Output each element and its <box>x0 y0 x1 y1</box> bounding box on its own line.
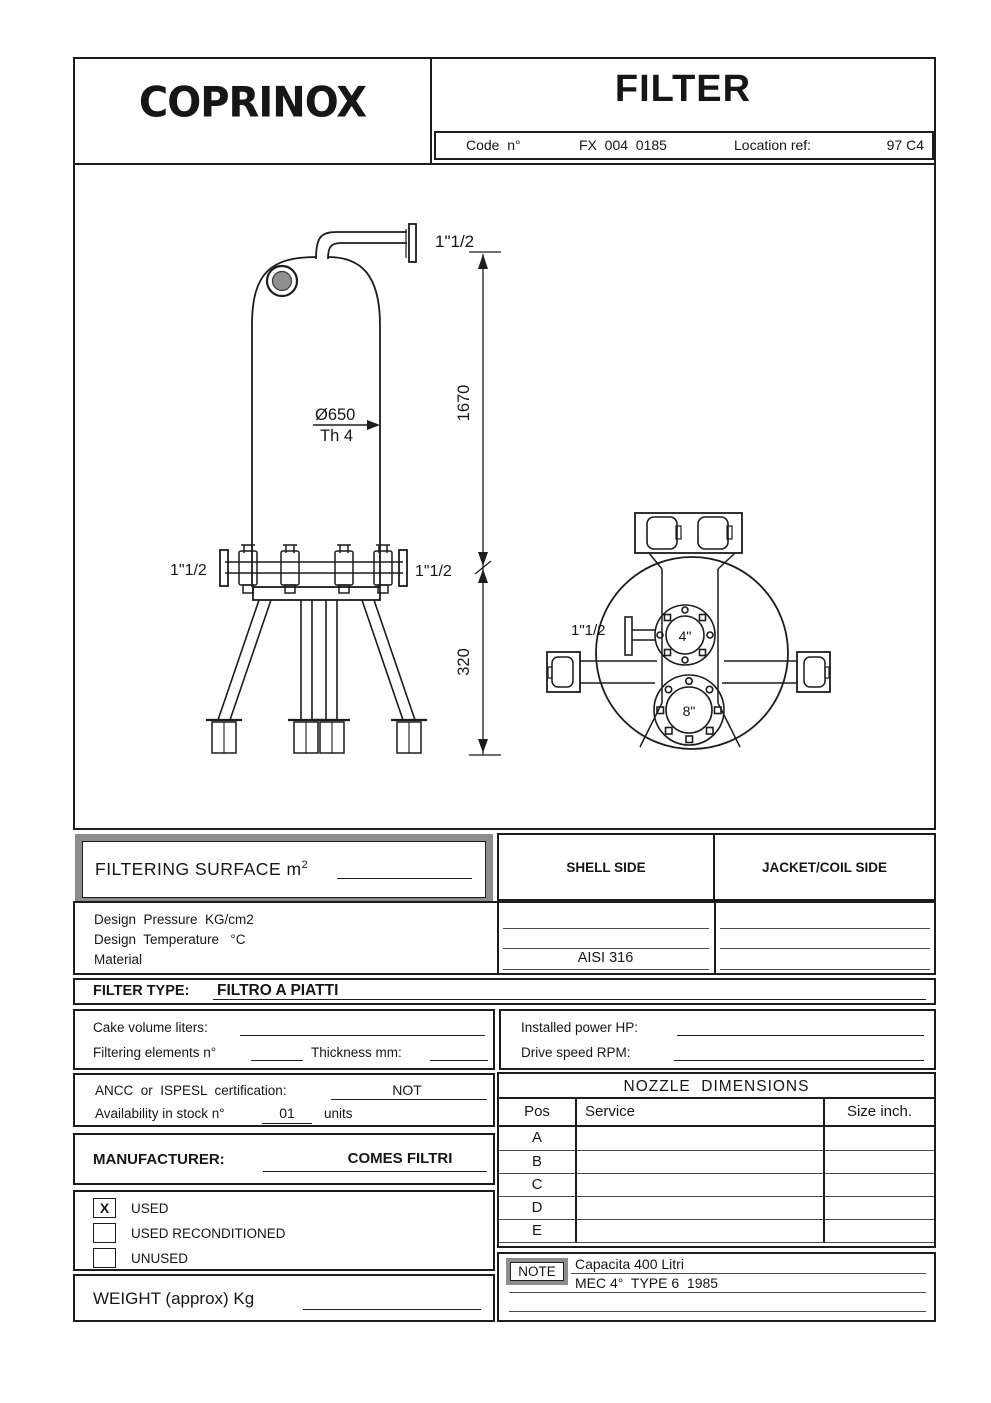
certification-line <box>331 1099 487 1100</box>
filtering-elements-label: Filtering elements n° <box>93 1045 217 1060</box>
location-ref-label: Location ref: <box>734 137 812 153</box>
used-label: USED <box>131 1201 169 1216</box>
nozzle-table-title: NOZZLE DIMENSIONS <box>499 1074 934 1099</box>
shell-row-line <box>503 969 709 970</box>
jacket-coil-side-header: JACKET/COIL SIDE <box>761 859 888 875</box>
legs-dimension-label: 320 <box>455 648 473 676</box>
top-nozzle-size-label: 1"1/2 <box>435 232 475 251</box>
jacket-row-line <box>720 928 930 929</box>
design-conditions-box <box>73 901 936 975</box>
note-line2-rule <box>509 1292 926 1293</box>
installed-power-box <box>499 1009 936 1070</box>
filter-type-line <box>213 999 926 1000</box>
certification-box <box>73 1073 495 1127</box>
feet <box>206 720 427 753</box>
used-reconditioned-checkbox[interactable] <box>93 1223 116 1243</box>
jacket-column-divider <box>714 903 716 973</box>
right-nozzle-size-label: 1"1/2 <box>415 563 452 580</box>
code-bar <box>434 131 934 160</box>
brand-logo: COPRINOX <box>138 78 367 128</box>
manufacturer-label: MANUFACTURER: <box>93 1151 225 1168</box>
nozzle-pos-cell: E <box>499 1220 577 1243</box>
height-dimension-label: 1670 <box>455 384 473 422</box>
nozzle-size-cell <box>825 1127 934 1151</box>
nozzle-row-a <box>499 1127 934 1151</box>
thickness-blank-line <box>430 1060 488 1061</box>
cake-volume-label: Cake volume liters: <box>93 1020 208 1035</box>
code-label: Code n° <box>466 137 521 153</box>
installed-power-label: Installed power HP: <box>521 1020 639 1035</box>
stock-value: 01 <box>262 1105 312 1124</box>
filtering-surface-label: FILTERING SURFACE $m^2$ <box>95 859 309 879</box>
left-nozzle-size-label: 1"1/2 <box>170 562 207 579</box>
topview-nozzle-size-label: 1"1/2 <box>571 622 606 639</box>
note-line3-rule <box>509 1311 926 1312</box>
cake-volume-box <box>73 1009 495 1070</box>
nozzle-row-d <box>499 1197 934 1220</box>
nozzle-pos-cell: A <box>499 1127 577 1151</box>
material-label: Material <box>94 952 143 967</box>
nozzle-pos-cell: B <box>499 1151 577 1174</box>
side-headers-box <box>497 833 936 901</box>
certification-value: NOT <box>392 1082 422 1098</box>
nozzle-service-cell <box>577 1174 825 1197</box>
manufacturer-line <box>263 1171 487 1172</box>
code-value: FX 004 0185 <box>579 137 667 153</box>
manufacturer-value: COMES FILTRI <box>347 1150 453 1167</box>
design-temperature-label: Design Temperature °C <box>94 932 246 947</box>
stock-label: Availability in stock n° <box>95 1106 225 1121</box>
jacket-row-line <box>720 969 930 970</box>
filter-type-label: FILTER TYPE: <box>93 983 190 999</box>
diameter-label: Ø650 <box>315 406 356 424</box>
shell-row-line <box>503 948 709 949</box>
note-line1-text: Capacita 400 Litri <box>575 1256 684 1272</box>
page-title: FILTER <box>614 68 752 110</box>
nozzle-size-cell <box>825 1220 934 1243</box>
nozzle-size-cell <box>825 1151 934 1174</box>
note-line2-text: MEC 4° TYPE 6 1985 <box>575 1275 719 1291</box>
nozzle-service-cell <box>577 1127 825 1151</box>
weight-blank-line <box>303 1309 481 1310</box>
filter-type-box <box>73 978 936 1005</box>
material-shell-value: AISI 316 <box>577 950 634 966</box>
filter-type-value: FILTRO A PIATTI <box>217 982 339 999</box>
stock-units-label: units <box>324 1106 353 1121</box>
nozzle-pos-cell: D <box>499 1197 577 1220</box>
nozzle-row-b <box>499 1151 934 1174</box>
shell-side-header: SHELL SIDE <box>499 835 715 899</box>
weight-label: WEIGHT (approx) Kg <box>93 1289 255 1308</box>
flange-4in-label: 4" <box>678 628 692 644</box>
nozzle-col-service: Service <box>577 1099 825 1125</box>
drive-speed-label: Drive speed RPM: <box>521 1045 631 1060</box>
nozzle-pos-cell: C <box>499 1174 577 1197</box>
unused-checkbox[interactable] <box>93 1248 116 1268</box>
thickness-label: Th 4 <box>320 427 354 445</box>
front-view-drawing <box>170 224 501 755</box>
drive-speed-blank-line <box>674 1060 924 1061</box>
nozzle-service-cell <box>577 1197 825 1220</box>
jacket-row-line <box>720 948 930 949</box>
nozzle-service-cell <box>577 1151 825 1174</box>
condition-box <box>73 1190 495 1271</box>
location-ref-value: 97 C4 <box>886 137 924 153</box>
note-label: NOTE <box>518 1264 556 1279</box>
filtering-surface-blank-line <box>337 878 472 879</box>
shell-row-line <box>503 928 709 929</box>
weight-box <box>73 1274 495 1322</box>
top-view-drawing <box>547 513 830 749</box>
note-line1-rule <box>571 1273 926 1274</box>
manufacturer-box <box>73 1133 495 1185</box>
nozzle-size-cell <box>825 1174 934 1197</box>
used-reconditioned-label: USED RECONDITIONED <box>131 1226 286 1241</box>
nozzle-dimensions-table <box>497 1072 936 1248</box>
design-pressure-label: Design Pressure KG/cm2 <box>94 912 254 927</box>
nozzle-row-e <box>499 1220 934 1243</box>
filtering-surface-box <box>75 834 493 905</box>
nozzle-row-c <box>499 1174 934 1197</box>
used-checkbox[interactable]: X <box>93 1198 116 1218</box>
note-chip <box>506 1258 568 1285</box>
nozzle-service-cell <box>577 1220 825 1243</box>
thickness-label: Thickness mm: <box>311 1045 402 1060</box>
certification-label: ANCC or ISPESL certification: <box>95 1083 287 1098</box>
filtering-elements-blank-line <box>251 1060 303 1061</box>
manifold-valves <box>239 545 392 593</box>
note-box <box>497 1252 936 1322</box>
unused-label: UNUSED <box>131 1251 189 1266</box>
technical-drawing <box>73 163 938 830</box>
installed-power-blank-line <box>677 1035 924 1036</box>
flange-8in-label: 8" <box>682 703 696 719</box>
nozzle-col-size: Size inch. <box>846 1103 913 1120</box>
nozzle-col-pos: Pos <box>499 1099 577 1125</box>
cake-volume-blank-line <box>240 1035 485 1036</box>
nozzle-size-cell <box>825 1197 934 1220</box>
